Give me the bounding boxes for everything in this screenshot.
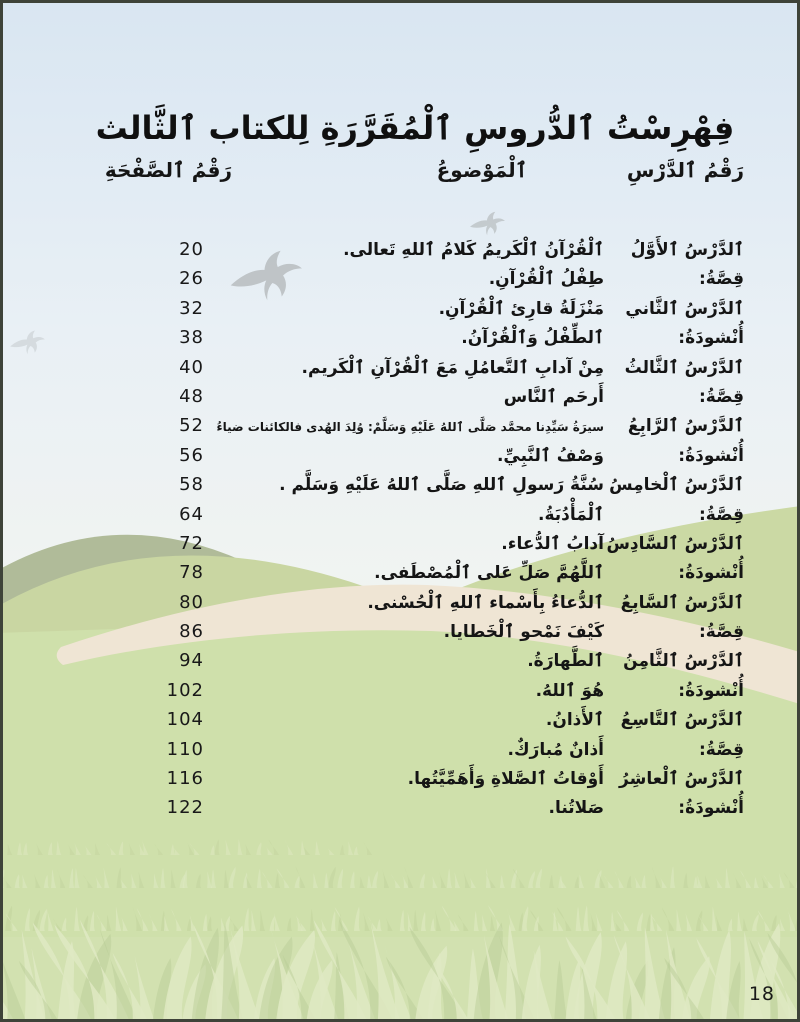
table-row bbox=[104, 353, 744, 382]
table-row bbox=[104, 764, 744, 793]
topic-cell: مَنْزَلَةُ قارِئ ٱلْقُرْآنِ. bbox=[438, 298, 604, 319]
page-cell: 26 bbox=[179, 268, 204, 290]
page-cell: 110 bbox=[166, 738, 204, 760]
table-row bbox=[104, 793, 744, 822]
page-cell: 122 bbox=[166, 797, 204, 819]
topic-cell: هُوَ ٱللهُ. bbox=[535, 680, 604, 701]
page-cell: 38 bbox=[179, 327, 204, 349]
lesson-cell: ٱلدَّرْسُ ٱلثَّامِنُ bbox=[623, 651, 744, 672]
lesson-cell: ٱلدَّرْسُ ٱلثَّالثُ bbox=[624, 357, 744, 378]
topic-cell: ٱلأَذانُ. bbox=[545, 710, 604, 731]
table-row bbox=[104, 646, 744, 675]
page-title: فِهْرِسْتُ ٱلدُّروسِ ٱلْمُقَرَّرَةِ لِلكتاب ٱلثَّالث bbox=[95, 109, 735, 148]
page-cell: 116 bbox=[166, 768, 204, 790]
lesson-cell: ٱلدَّرْسُ ٱلْعاشِرُ bbox=[619, 769, 744, 790]
page-cell: 56 bbox=[179, 444, 204, 466]
page-number: 18 bbox=[748, 983, 775, 1005]
table-row bbox=[104, 676, 744, 705]
topic-cell: مِنْ آدابِ ٱلتَّعامُلِ مَعَ ٱلْقُرْآنِ ٱلْكَريم. bbox=[301, 357, 604, 378]
table-row bbox=[104, 411, 744, 440]
page-cell: 94 bbox=[179, 650, 204, 672]
lesson-cell: أُنْشودَةُ: bbox=[678, 680, 744, 701]
topic-cell: ٱلْقُرْآنُ ٱلْكَريمُ كَلامُ ٱللهِ تَعالى. bbox=[343, 240, 604, 260]
table-row bbox=[104, 382, 744, 411]
topic-cell: وَصْفُ ٱلنَّبِيِّ. bbox=[496, 445, 604, 466]
header-page-number: رَقْمُ ٱلصَّفْحَةِ bbox=[104, 158, 232, 182]
toc-table bbox=[104, 155, 744, 823]
topic-cell: أَرحَم ٱلنَّاس bbox=[503, 386, 604, 407]
lesson-cell: قِصَّةُ: bbox=[699, 269, 744, 290]
page-cell: 72 bbox=[179, 532, 204, 554]
table-row bbox=[104, 264, 744, 293]
table-row bbox=[104, 323, 744, 352]
table-row bbox=[104, 235, 744, 264]
topic-cell: سُنَّةُ رَسولِ ٱللهِ صَلَّى ٱللهُ عَلَيْهِ وَسَلَّم . bbox=[279, 475, 604, 496]
page-cell: 52 bbox=[179, 415, 204, 437]
page-cell: 102 bbox=[166, 679, 204, 701]
lesson-cell: قِصَّةُ: bbox=[699, 386, 744, 407]
lesson-cell: أُنْشودَةُ: bbox=[678, 445, 744, 466]
lesson-cell: أُنْشودَةُ: bbox=[678, 563, 744, 584]
table-row bbox=[104, 735, 744, 764]
table-row bbox=[104, 470, 744, 499]
page-cell: 64 bbox=[179, 503, 204, 525]
topic-cell: ٱلطِّفْلُ وَٱلْقُرْآنُ. bbox=[461, 328, 604, 349]
lesson-cell: ٱلدَّرْسُ ٱلسَّادِسُ bbox=[606, 533, 744, 554]
lesson-cell: ٱلدَّرْسُ ٱلسَّابِعُ bbox=[620, 592, 744, 613]
page-cell: 32 bbox=[179, 297, 204, 319]
topic-cell: ٱلْمَأْدُبَةُ. bbox=[538, 504, 604, 525]
lesson-cell: ٱلدَّرْسُ ٱلرَّابِعُ bbox=[627, 416, 744, 437]
table-row bbox=[104, 529, 744, 558]
topic-cell: سيرَةُ سَيِّدِنا محمَّد صَلَّى ٱللهُ عَلَيْهِ وَسَلَّمْ: وُلِدَ الهُدى فالكائنات ضياءُ bbox=[216, 420, 604, 435]
toc-header-row bbox=[104, 155, 744, 185]
lesson-cell: قِصَّةُ: bbox=[699, 739, 744, 760]
page-cell: 104 bbox=[166, 709, 204, 731]
topic-cell: طِفْلُ ٱلْقُرْآنِ. bbox=[488, 269, 604, 290]
topic-cell: ٱلدُّعاءُ بِأَسْماء ٱللهِ ٱلْحُسْنى. bbox=[367, 592, 604, 613]
page-cell: 40 bbox=[179, 356, 204, 378]
lesson-cell: ٱلدَّرْسُ ٱلْخامِسُ bbox=[609, 475, 744, 496]
topic-cell: أَذانٌ مُبارَكٌ. bbox=[507, 739, 604, 760]
page-cell: 20 bbox=[179, 239, 204, 260]
page-cell: 80 bbox=[179, 591, 204, 613]
lesson-cell: أُنْشودَةُ: bbox=[678, 798, 744, 819]
table-row bbox=[104, 588, 744, 617]
page-cell: 86 bbox=[179, 621, 204, 643]
table-row bbox=[104, 441, 744, 470]
page-cell: 58 bbox=[179, 474, 204, 496]
toc-rows bbox=[104, 235, 744, 823]
lesson-cell: ٱلدَّرْسُ ٱلتَّاسِعُ bbox=[620, 710, 744, 731]
header-topic: ٱلْمَوْضوعُ bbox=[436, 158, 528, 182]
page-cell: 78 bbox=[179, 562, 204, 584]
topic-cell: آدابُ ٱلدُّعاء. bbox=[501, 533, 604, 554]
lesson-cell: ٱلدَّرْسُ ٱلثَّاني bbox=[625, 298, 744, 319]
page-cell: 48 bbox=[179, 385, 204, 407]
table-row bbox=[104, 500, 744, 529]
lesson-cell: قِصَّةُ: bbox=[699, 622, 744, 643]
lesson-cell: أُنْشودَةُ: bbox=[678, 328, 744, 349]
topic-cell: أَوْقاتُ ٱلصَّلاةِ وَأَهَمِّيَّتُها. bbox=[407, 769, 604, 790]
lesson-cell: قِصَّةُ: bbox=[699, 504, 744, 525]
lesson-cell: ٱلدَّرْسُ ٱلأَوَّلُ bbox=[630, 240, 744, 260]
table-row bbox=[104, 294, 744, 323]
topic-cell: ٱللَّهُمَّ صَلِّ عَلى ٱلْمُصْطَفى. bbox=[374, 563, 604, 584]
table-row bbox=[104, 558, 744, 587]
table-row bbox=[104, 617, 744, 646]
header-lesson-number: رَقْمُ ٱلدَّرْسِ bbox=[626, 158, 744, 182]
topic-cell: ٱلطَّهارَةُ. bbox=[527, 651, 604, 672]
table-row bbox=[104, 705, 744, 734]
topic-cell: كَيْفَ نَمْحو ٱلْخَطايا. bbox=[443, 622, 604, 643]
topic-cell: صَلاتُنا. bbox=[548, 798, 604, 819]
